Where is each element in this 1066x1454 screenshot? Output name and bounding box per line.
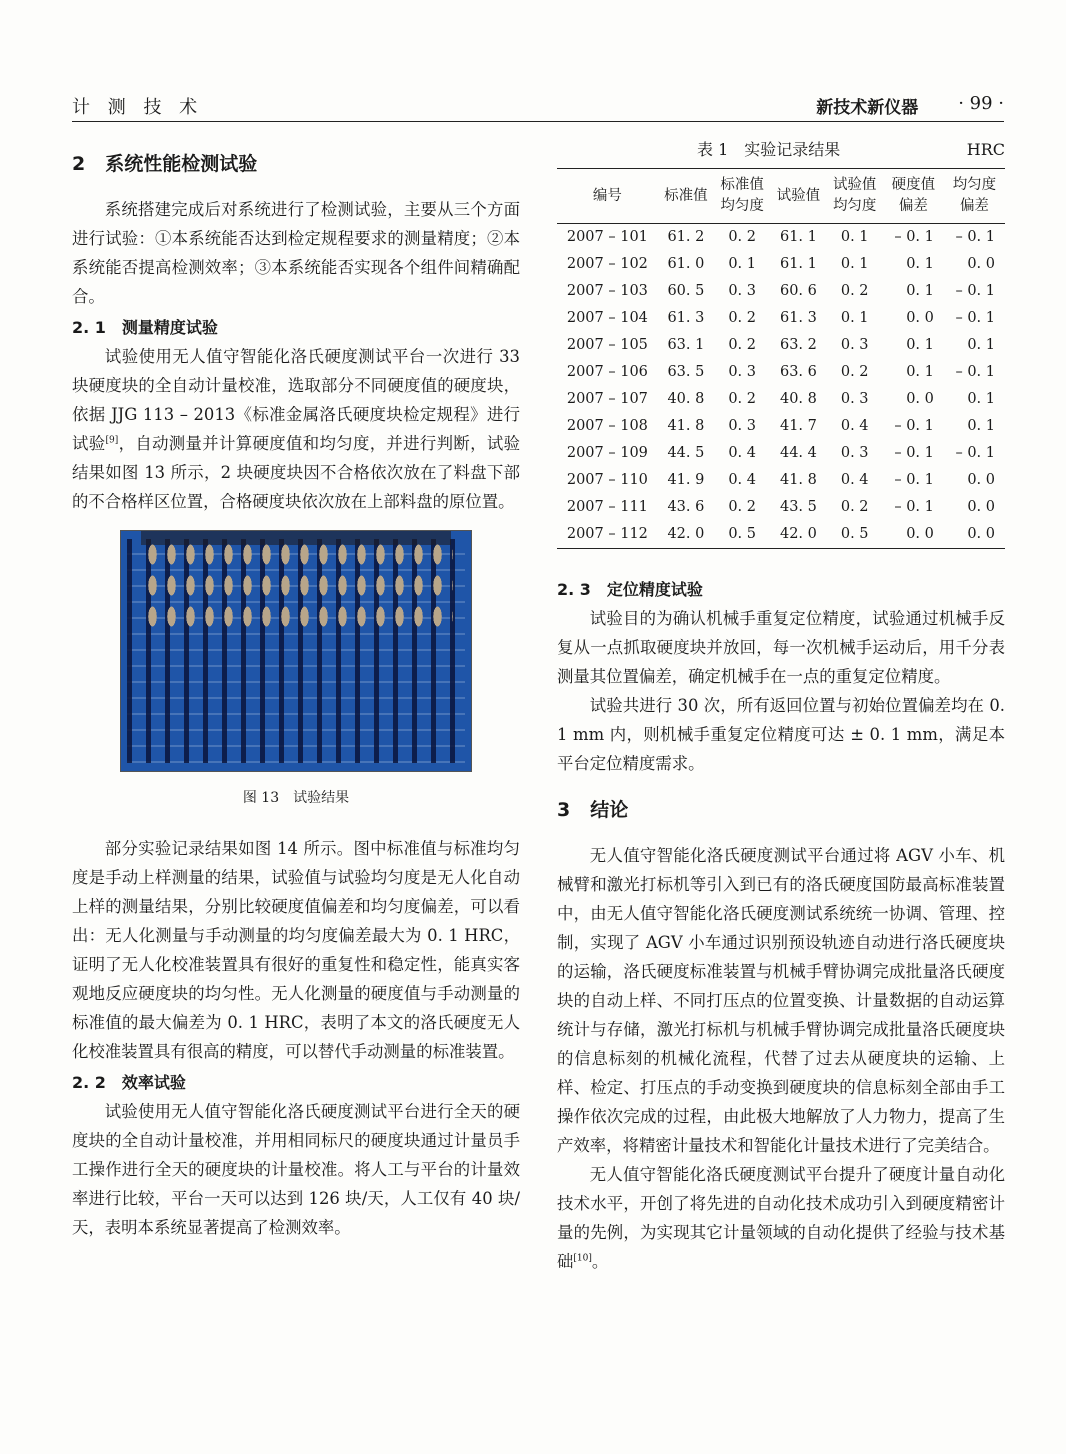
section-3-heading: 3 结论 — [557, 799, 629, 821]
table-cell: – 0. 1 — [894, 229, 934, 245]
running-header — [816, 93, 1004, 118]
table-row — [557, 224, 1005, 252]
section-2-2-paragraph: 试验使用无人值守智能化洛氏硬度测试平台进行全天的硬度块的全自动计量校准，并用相同标尺的硬度块通过计量员手工操作进行全天的硬度块的计量校准。将人工与平台的计量效率进行比较，平台一天可以达到 126 块/天，人工仅有 40 块/天，表明本系统显著提高了检测效率。 — [72, 1102, 520, 1237]
table-cell: 2007 – 101 — [566, 229, 648, 245]
table-cell: 0. 4 — [728, 472, 756, 488]
table-cell: 0. 2 — [728, 499, 756, 515]
section-2-heading: 2 系统性能检测试验 — [72, 153, 258, 175]
table-row — [557, 386, 1005, 413]
table-cell: 0. 1 — [906, 364, 934, 380]
table-cell: 41. 9 — [667, 472, 705, 488]
table-header-cell: 均匀度 偏差 — [952, 177, 997, 214]
table-cell: 0. 0 — [967, 472, 995, 488]
section-2-intro: 系统搭建完成后对系统进行了检测试验，主要从三个方面进行试验：①本系统能否达到检定规程要求的测量精度；②本系统能否提高检测效率；③本系统能否实现各个组件间精确配合。 — [72, 200, 520, 306]
table-1 — [557, 168, 1005, 549]
table-cell: 2007 – 102 — [566, 256, 648, 272]
table-cell: 0. 3 — [728, 418, 756, 434]
table-cell: 60. 5 — [667, 283, 705, 299]
table-cell: 0. 1 — [840, 229, 869, 245]
table-header-cell: 硬度值 偏差 — [891, 177, 936, 214]
table-cell: 2007 – 110 — [566, 472, 648, 488]
table-cell: 0. 1 — [967, 391, 995, 407]
table-cell: 41. 8 — [779, 472, 817, 488]
table-cell: 2007 – 109 — [566, 445, 648, 461]
table-row — [557, 251, 1005, 278]
test-result-photo — [120, 530, 472, 772]
table-cell: 2007 – 111 — [566, 499, 648, 515]
page-number: · 99 · — [958, 93, 1004, 114]
table-cell: 0. 3 — [840, 391, 869, 407]
section-2-2-heading: 2. 2 效率试验 — [72, 1073, 186, 1092]
section-2-1-paragraph-2: 部分实验记录结果如图 14 所示。图中标准值与标准均匀度是手动上样测量的结果，试验值与试验均匀度是无人化自动上样的测量结果，分别比较硬度值偏差和均匀度偏差，可以看出：无人化测量与手动测量的均匀度偏差最大为 0. 1 HRC，证明了无人化校准装置具有很好的重复性和稳定性，能真实客观地反应硬度块的均匀性。无人化测量的硬度值与手动测量的标准值的最大偏差为 0. 1 HRC，表明了本文的洛氏硬度无人化校准装置具有很高的精度，可以替代手动测量的标准装置。 — [72, 839, 520, 1061]
table-cell: 0. 2 — [840, 499, 869, 515]
table-cell: 63. 2 — [779, 337, 817, 353]
table-unit: HRC — [966, 140, 1005, 159]
table-header-cell: 试验值 均匀度 — [832, 177, 877, 214]
table-cell: 40. 8 — [779, 391, 817, 407]
table-cell: – 0. 1 — [955, 229, 995, 245]
table-cell: 43. 6 — [667, 499, 705, 515]
table-cell: 0. 3 — [728, 364, 756, 380]
table-cell: 61. 3 — [779, 310, 817, 326]
table-cell: 0. 5 — [840, 526, 869, 542]
table-cell: – 0. 1 — [955, 283, 995, 299]
table-cell: 42. 0 — [667, 526, 705, 542]
table-cell: 2007 – 104 — [566, 310, 648, 326]
figure-13-caption: 图 13 试验结果 — [242, 790, 350, 806]
table-cell: 0. 2 — [728, 391, 756, 407]
table-cell: 0. 3 — [728, 283, 756, 299]
right-column — [557, 140, 1005, 1276]
table-cell: 0. 1 — [840, 310, 869, 326]
table-cell: – 0. 1 — [894, 418, 934, 434]
table-cell: 0. 1 — [906, 256, 934, 272]
table-cell: 61. 2 — [667, 229, 705, 245]
table-cell: 61. 1 — [779, 229, 817, 245]
section-3-paragraph-1: 无人值守智能化洛氏硬度测试平台通过将 AGV 小车、机械臂和激光打标机等引入到已有的洛氏硬度国防最高标准装置中，由无人值守智能化洛氏硬度测试系统统一协调、管理、控制，实现了 AGV 小车通过识别预设轨迹自动进行洛氏硬度块的运输，洛氏硬度标准装置与机械手臂协调完成批量洛氏硬度块的自动上样、不同打压点的位置变换、计量数据的自动运算统计与存储，激光打标机与机械手臂协调完成批量洛氏硬度块的信息标刻的机械化流程，代替了过去从硬度块的运输、上样、检定、打压点的手动变换到硬度块的信息标刻全部由手工操作依次完成的过程，由此极大地解放了人力物力，提高了生产效率，将精密计量技术和智能化计量技术进行了完美结合。 — [557, 846, 1005, 1155]
table-cell: 61. 1 — [779, 256, 817, 272]
table-cell: 0. 2 — [728, 310, 756, 326]
table-cell: 0. 5 — [728, 526, 756, 542]
table-cell: 44. 4 — [779, 445, 817, 461]
table-cell: 0. 2 — [728, 229, 756, 245]
table-cell: 0. 4 — [840, 472, 869, 488]
section-2-3-paragraph-2: 试验共进行 30 次，所有返回位置与初始位置偏差均在 0. 1 mm 内，则机械手重复定位精度可达 ± 0. 1 mm，满足本平台定位精度需求。 — [557, 696, 1005, 773]
table-row — [557, 413, 1005, 440]
table-cell: 0. 0 — [906, 310, 934, 326]
section-2-1-paragraph-1: 试验使用无人值守智能化洛氏硬度测试平台一次进行 33 块硬度块的全自动计量校准，选取部分不同硬度值的硬度块，依据 JJG 113 – 2013《标准金属洛氏硬度块检定规程》进行试验[9]，自动测量并计算硬度值和均匀度，并进行判断，试验结果如图 13 所示，2 块硬度块因不合格依次放在了料盘下部的不合格样区位置，合格硬度块依次放在上部料盘的原位置。 — [72, 347, 521, 511]
table-cell: 2007 – 106 — [566, 364, 648, 380]
table-cell: 44. 5 — [667, 445, 705, 461]
table-cell: 0. 2 — [728, 337, 756, 353]
table-cell: 0. 0 — [906, 526, 934, 542]
table-cell: 2007 – 107 — [566, 391, 648, 407]
table-row — [557, 494, 1005, 521]
table-cell: 43. 5 — [779, 499, 817, 515]
table-cell: 0. 3 — [840, 445, 869, 461]
section-2-3-heading: 2. 3 定位精度试验 — [557, 580, 703, 599]
table-cell: 63. 6 — [779, 364, 817, 380]
table-cell: – 0. 1 — [894, 445, 934, 461]
figure-13 — [72, 530, 520, 808]
table-cell: 61. 0 — [667, 256, 705, 272]
table-cell: – 0. 1 — [955, 364, 995, 380]
table-cell: 60. 6 — [779, 283, 817, 299]
table-cell: 0. 1 — [967, 418, 995, 434]
table-cell: 0. 2 — [840, 364, 869, 380]
section-3-paragraph-2: 无人值守智能化洛氏硬度测试平台提升了硬度计量自动化技术水平，开创了将先进的自动化技术成功引入到硬度精密计量的先例，为实现其它计量领域的自动化提供了经验与技术基础[10]。 — [557, 1165, 1005, 1271]
table-cell: – 0. 1 — [894, 499, 934, 515]
table-cell: 2007 – 105 — [566, 337, 648, 353]
section-2-1-heading: 2. 1 测量精度试验 — [72, 318, 218, 337]
table-cell: – 0. 1 — [955, 310, 995, 326]
table-row — [557, 359, 1005, 386]
table-header-cell: 标准值 — [664, 187, 708, 204]
table-cell: 0. 4 — [840, 418, 869, 434]
table-row — [557, 278, 1005, 305]
table-cell: 41. 8 — [667, 418, 705, 434]
table-cell: 2007 – 108 — [566, 418, 648, 434]
journal-name: 计 测 技 术 — [72, 97, 204, 118]
table-header-cell: 试验值 — [776, 187, 821, 204]
table-cell: 40. 8 — [667, 391, 705, 407]
table-cell: 0. 1 — [840, 256, 869, 272]
citation-9[interactable]: [9] — [105, 435, 119, 446]
table-cell: 0. 1 — [728, 256, 756, 272]
table-cell: 61. 3 — [667, 310, 705, 326]
table-cell: 0. 0 — [967, 256, 995, 272]
table-1-caption: 表 1 实验记录结果 HRC — [697, 140, 1005, 159]
table-cell: 0. 0 — [967, 499, 995, 515]
table-cell: 0. 1 — [906, 283, 934, 299]
citation-10[interactable]: [10] — [573, 1253, 592, 1264]
table-cell: 0. 0 — [967, 526, 995, 542]
table-row — [557, 332, 1005, 359]
table-cell: 0. 4 — [728, 445, 756, 461]
table-cell: 42. 0 — [779, 526, 817, 542]
table-cell: 0. 1 — [906, 337, 934, 353]
table-cell: – 0. 1 — [894, 472, 934, 488]
table-row — [557, 521, 1005, 549]
table-cell: 2007 – 103 — [566, 283, 648, 299]
table-cell: 63. 5 — [667, 364, 705, 380]
table-header-cell: 编号 — [592, 187, 622, 204]
section-2-3-paragraph-1: 试验目的为确认机械手重复定位精度，试验通过机械手反复从一点抓取硬度块并放回，每一次机械手运动后，用千分表测量其位置偏差，确定机械手在一点的重复定位精度。 — [557, 609, 1005, 686]
table-cell: 0. 2 — [840, 283, 869, 299]
table-cell: 0. 0 — [906, 391, 934, 407]
header-rule — [72, 121, 1004, 122]
table-cell: 0. 1 — [967, 337, 995, 353]
section-name: 新技术新仪器 — [816, 98, 919, 118]
table-cell: 2007 – 112 — [566, 526, 648, 542]
left-column — [72, 140, 520, 1242]
table-header-cell: 标准值 均匀度 — [720, 177, 764, 214]
table-row — [557, 467, 1005, 494]
table-cell: 63. 1 — [667, 337, 705, 353]
table-cell: 0. 3 — [840, 337, 869, 353]
table-row — [557, 440, 1005, 467]
table-row — [557, 305, 1005, 332]
table-cell: 41. 7 — [779, 418, 817, 434]
table-cell: – 0. 1 — [955, 445, 995, 461]
